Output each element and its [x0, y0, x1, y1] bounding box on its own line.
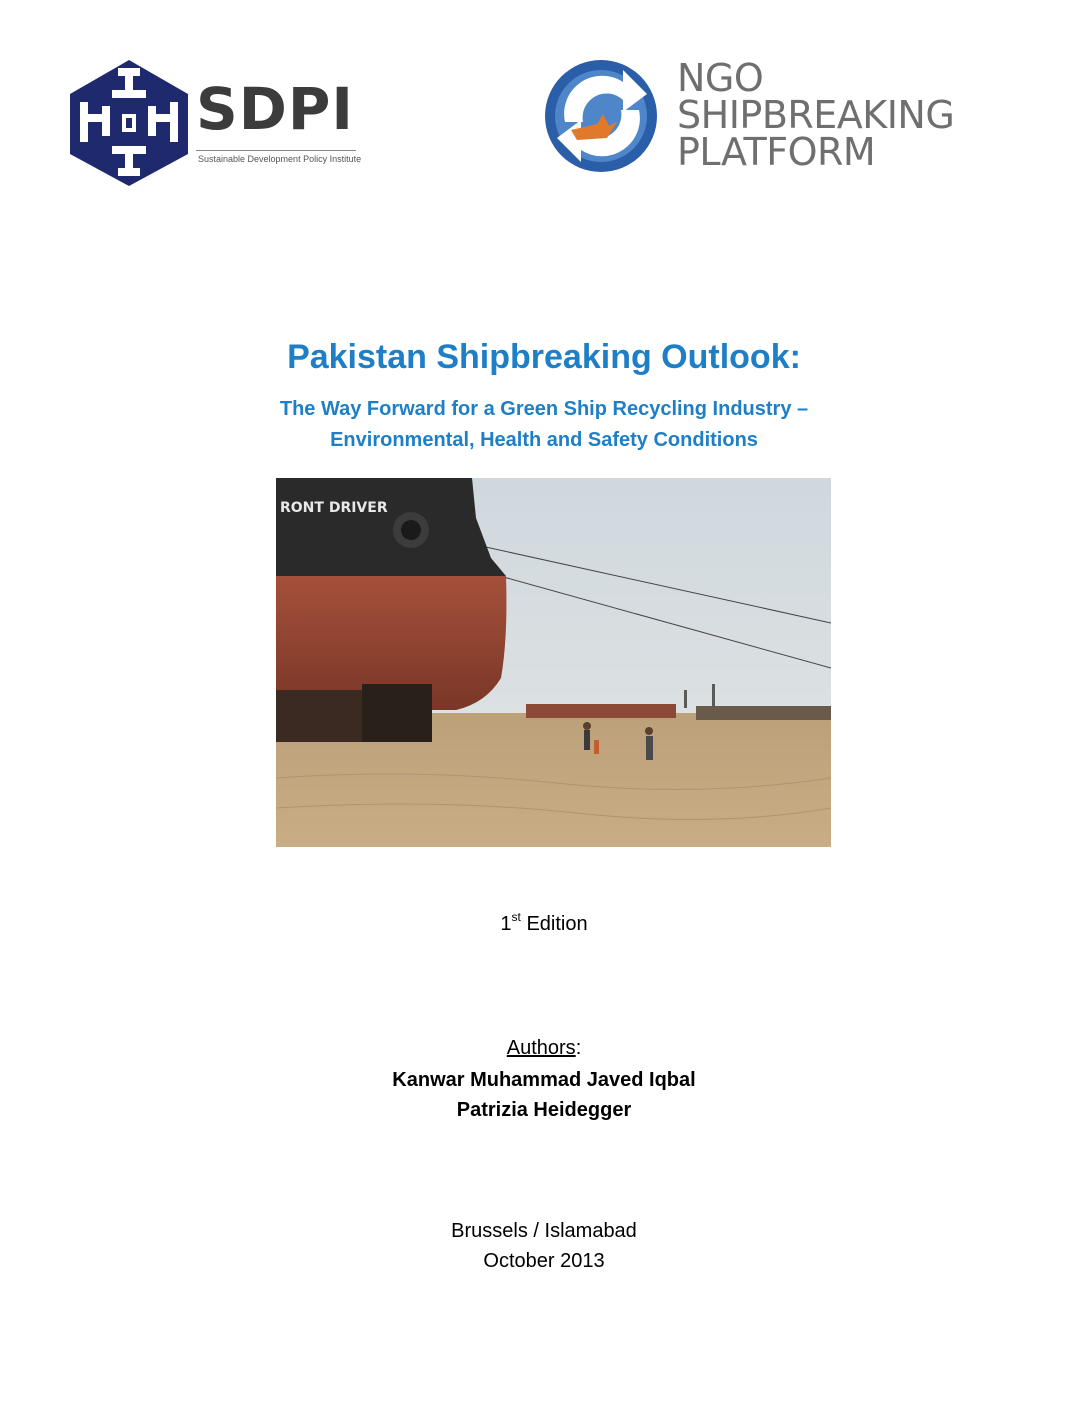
sdpi-divider: [196, 150, 356, 151]
cover-photo: [276, 478, 831, 847]
edition: [0, 910, 1088, 936]
shipbreaking-beach-photo: [276, 478, 831, 847]
document-subtitle: [0, 394, 1088, 456]
publication-date: October 2013: [483, 1250, 605, 1272]
edition-suffix: st: [511, 910, 521, 924]
sdpi-tagline: Sustainable Development Policy Institute: [198, 154, 362, 164]
subtitle-line: Environmental, Health and Safety Conditions: [330, 429, 758, 451]
sdpi-wordmark: SDPI: [196, 75, 355, 143]
ngo-shipbreaking-logo: [543, 52, 955, 180]
sdpi-emblem-icon: [68, 58, 190, 188]
publication-place: Brussels / Islamabad: [451, 1220, 637, 1242]
document-title: Pakistan Shipbreaking Outlook:: [287, 338, 801, 376]
subtitle-line: The Way Forward for a Green Ship Recycling Industry –: [279, 398, 809, 420]
ship-name-text: RONT DRIVER: [280, 500, 388, 516]
edition-label: Edition: [526, 913, 588, 935]
sdpi-logo: [68, 58, 362, 188]
ngo-wordmark-line: SHIPBREAKING: [677, 93, 955, 137]
author-name: Kanwar Muhammad Javed Iqbal: [392, 1069, 696, 1091]
recycle-arrows-icon: [543, 52, 665, 180]
authors-label: Authors: [506, 1037, 576, 1059]
author-name: Patrizia Heidegger: [456, 1099, 632, 1121]
ngo-wordmark: [677, 56, 955, 174]
authors-colon: :: [575, 1037, 582, 1059]
ngo-wordmark-line: NGO: [677, 56, 764, 100]
authors-heading: [0, 1037, 1088, 1060]
ngo-wordmark-line: PLATFORM: [677, 130, 876, 174]
edition-number: 1: [500, 913, 512, 935]
